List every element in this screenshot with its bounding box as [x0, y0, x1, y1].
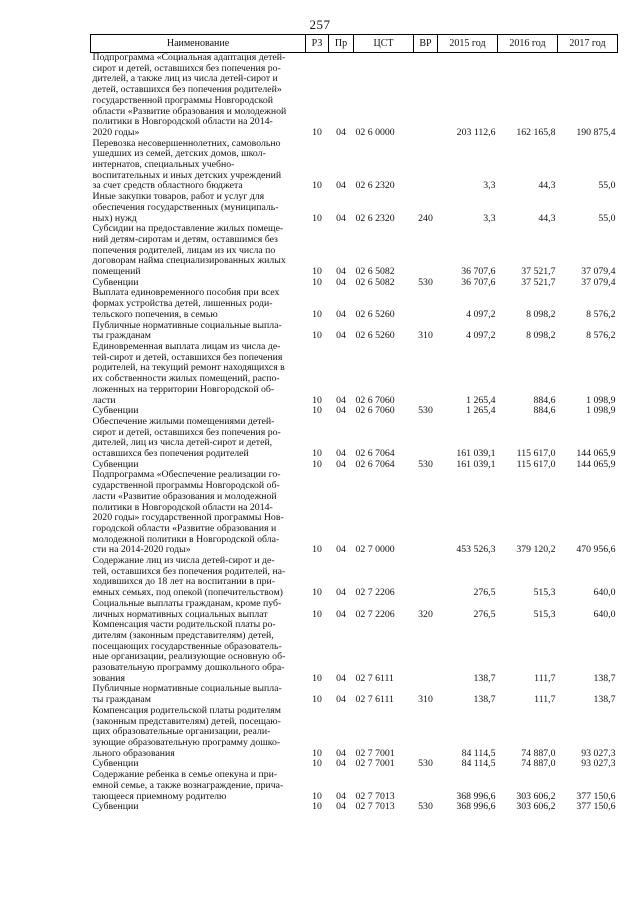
- amount-2015-cell: 368 996,6: [456, 801, 496, 813]
- row-name-line: ложенных на территории Новгородской об-: [92, 383, 275, 395]
- amount-2015-cell: 138,7: [473, 694, 496, 706]
- pr-cell: 04: [336, 266, 346, 278]
- vr-cell: [414, 224, 438, 278]
- row-name-line: тельского попечения, в семью: [92, 308, 218, 320]
- row-name-cell: [91, 802, 306, 813]
- row-name-line: Компенсация части родительской платы ро-: [92, 619, 276, 631]
- amount-2017-cell: 1 098,9: [586, 405, 616, 417]
- amount-2017-cell: 640,0: [593, 587, 616, 599]
- table-row: [91, 620, 618, 684]
- rz-cell: 10: [312, 405, 322, 417]
- amount-2015-cell: 36 707,6: [461, 276, 496, 288]
- rz-cell: 10: [312, 126, 322, 138]
- row-name-line: Содержание ребенка в семье опекуна и при-: [92, 769, 278, 781]
- row-name-line: разовательную программу дошкольного обра-: [92, 662, 285, 674]
- row-name-line: дителей, а также лиц из числа детей-сирот и: [92, 73, 278, 85]
- cst-code-cell: 02 7 2206: [355, 608, 395, 620]
- vr-cell: [414, 620, 438, 684]
- row-name-cell: [91, 321, 306, 342]
- amount-2016-cell: 74 887,0: [521, 758, 556, 770]
- amount-2015-cell: 161 039,1: [456, 458, 496, 470]
- cst-code-cell: 02 6 2320: [355, 212, 395, 224]
- cst-code-cell: 02 6 7064: [355, 448, 395, 460]
- row-name-cell: [91, 288, 306, 320]
- rz-cell: 10: [312, 448, 322, 460]
- amount-2015-cell: 84 114,5: [461, 747, 496, 759]
- table-row: [91, 770, 618, 802]
- row-name-cell: [91, 556, 306, 599]
- row-name-line: Социальные выплаты гражданам, кроме пуб-: [92, 597, 282, 609]
- row-name-line: Субвенции: [92, 276, 139, 288]
- amount-2016-cell: 884,6: [533, 405, 556, 417]
- amount-2016-cell: 74 887,0: [521, 747, 556, 759]
- amount-2017-cell: 144 065,9: [576, 458, 616, 470]
- row-name-line: помещений: [92, 266, 141, 278]
- pr-cell: 04: [336, 330, 346, 342]
- row-name-cell: [91, 770, 306, 802]
- row-name-line: молодежной политики в Новгородской обла-: [92, 533, 280, 545]
- row-name-line: Содержание лиц из числа детей-сирот и де-: [92, 555, 275, 567]
- pr-cell: 04: [336, 458, 346, 470]
- column-header-pr: Пр: [329, 35, 354, 53]
- row-name-line: обеспечения государственных (муниципаль-: [92, 201, 279, 213]
- table-row: [91, 556, 618, 599]
- cst-code-cell: 02 6 2320: [355, 180, 395, 192]
- rz-cell: 10: [312, 212, 322, 224]
- amount-2017-cell: 8 576,2: [586, 330, 616, 342]
- row-name-line: зования: [92, 672, 126, 684]
- rz-cell: 10: [312, 801, 322, 813]
- row-name-line: Иные закупки товаров, работ и услуг для: [92, 191, 265, 203]
- cst-code-cell: 02 7 7013: [355, 790, 395, 802]
- rz-cell: 10: [312, 266, 322, 278]
- row-name-line: зующие образовательную программу дошко-: [92, 737, 281, 748]
- amount-2017-cell: 377 150,6: [576, 801, 616, 813]
- row-name-line: ты гражданам: [92, 330, 151, 342]
- pr-cell: 04: [336, 747, 346, 759]
- cst-code-cell: 02 7 6111: [355, 672, 394, 684]
- row-name-line: интернатов, специальных учебно-: [92, 159, 235, 171]
- row-name-line: за счет средств областного бюджета: [92, 180, 243, 192]
- rz-cell: 10: [312, 180, 322, 192]
- vr-cell: [414, 139, 438, 193]
- column-header-cst: ЦСТ: [354, 35, 414, 53]
- row-name-line: 2020 годы» государственной программы Нов-: [92, 512, 284, 524]
- column-header-2017: 2017 год: [558, 35, 618, 53]
- cst-code-cell: 02 6 7060: [355, 394, 395, 406]
- table-row: [91, 706, 618, 760]
- row-name-line: Выплата единовременного пособия при всех: [92, 287, 280, 299]
- row-name-cell: [91, 417, 306, 460]
- pr-cell: 04: [336, 212, 346, 224]
- cst-code-cell: 02 6 7064: [355, 458, 395, 470]
- row-name-line: области «Развитие образования и молодежной: [92, 105, 287, 117]
- row-name-line: Субсидии на предоставление жилых помеще-: [92, 223, 284, 235]
- column-header-2016: 2016 год: [498, 35, 558, 53]
- amount-2016-cell: 111,7: [534, 694, 556, 706]
- row-name-line: емной семье, а также вознаграждение, прича-: [92, 779, 284, 791]
- column-header-name: Наименование: [91, 35, 306, 53]
- cst-code-cell: 02 7 6111: [355, 694, 394, 706]
- amount-2015-cell: 1 265,4: [466, 405, 496, 417]
- amount-2016-cell: 379 120,2: [516, 544, 556, 556]
- amount-2015-cell: 161 039,1: [456, 448, 496, 460]
- row-name-line: ные организации, реализующие основную об-: [92, 651, 286, 663]
- vr-cell: 530: [418, 276, 433, 288]
- amount-2016-cell: 8 098,2: [526, 308, 556, 320]
- amount-2017-cell: 640,0: [593, 608, 616, 620]
- vr-cell: [414, 706, 438, 760]
- vr-cell: 320: [418, 608, 433, 620]
- pr-cell: 04: [336, 790, 346, 802]
- amount-2015-cell: 4 097,2: [466, 308, 496, 320]
- row-name-line: дителей, лиц из числа детей-сирот и детей,: [92, 437, 273, 449]
- rz-cell: 10: [312, 694, 322, 706]
- row-name-line: Единовременная выплата лицам из числа де-: [92, 340, 281, 352]
- vr-cell: [414, 770, 438, 802]
- amount-2017-cell: 1 098,9: [586, 394, 616, 406]
- table-row: [91, 417, 618, 460]
- amount-2016-cell: 115 617,0: [516, 458, 556, 470]
- amount-2016-cell: 303 606,2: [516, 790, 556, 802]
- row-name-line: Подпрограмма «Социальная адаптация детей-: [92, 52, 286, 63]
- amount-2015-cell: 84 114,5: [461, 758, 496, 770]
- cst-code-cell: 02 7 0000: [355, 544, 395, 556]
- pr-cell: 04: [336, 448, 346, 460]
- row-name-line: Публичные нормативные социальные выпла-: [92, 683, 282, 695]
- pr-cell: 04: [336, 694, 346, 706]
- row-name-cell: [91, 139, 306, 193]
- row-name-line: тей-сирот и детей, оставшихся без попечения: [92, 351, 283, 363]
- pr-cell: 04: [336, 801, 346, 813]
- cst-code-cell: 02 7 2206: [355, 587, 395, 599]
- table-row: [91, 684, 618, 705]
- row-name-line: посещающих государственные образователь-: [92, 640, 282, 652]
- table-header-row: [91, 35, 618, 53]
- table-row: [91, 470, 618, 556]
- column-header-rz: РЗ: [306, 35, 329, 53]
- rz-cell: 10: [312, 758, 322, 770]
- cst-code-cell: 02 6 0000: [355, 126, 395, 138]
- amount-2015-cell: 203 112,6: [456, 126, 496, 138]
- rz-cell: 10: [312, 276, 322, 288]
- amount-2017-cell: 8 576,2: [586, 308, 616, 320]
- cst-code-cell: 02 6 5082: [355, 266, 395, 278]
- row-name-line: Перевозка несовершеннолетних, самовольно: [92, 137, 281, 149]
- table-row: [91, 599, 618, 620]
- row-name-line: льного образования: [92, 747, 175, 759]
- row-name-cell: [91, 599, 306, 620]
- amount-2016-cell: 115 617,0: [516, 448, 556, 460]
- cst-code-cell: 02 6 5260: [355, 308, 395, 320]
- cst-code-cell: 02 6 5082: [355, 276, 395, 288]
- amount-2016-cell: 515,3: [533, 608, 556, 620]
- rz-cell: 10: [312, 747, 322, 759]
- amount-2015-cell: 276,5: [473, 608, 496, 620]
- row-name-line: емных семьях, под опекой (попечительством): [92, 587, 283, 599]
- amount-2016-cell: 37 521,7: [521, 276, 556, 288]
- pr-cell: 04: [336, 608, 346, 620]
- amount-2015-cell: 3,3: [483, 180, 496, 192]
- row-name-line: щих образовательные организации, реали-: [92, 726, 271, 738]
- row-name-line: Обеспечение жилыми помещениями детей-: [92, 415, 275, 427]
- row-name-line: детей, оставшихся без попечения родителей»: [92, 84, 282, 96]
- page-number: 257: [309, 17, 331, 32]
- row-name-line: (законным представителям) детей, посещаю-: [92, 715, 281, 727]
- amount-2016-cell: 44,3: [538, 180, 556, 192]
- rz-cell: 10: [312, 394, 322, 406]
- row-name-line: попечения родителей, лицам из их числа по: [92, 244, 276, 256]
- row-name-line: ушедших из семей, детских домов, школ-: [92, 148, 266, 160]
- pr-cell: 04: [336, 587, 346, 599]
- row-name-line: тающееся приемному родителю: [92, 790, 227, 802]
- amount-2016-cell: 515,3: [533, 587, 556, 599]
- vr-cell: [414, 470, 438, 556]
- amount-2015-cell: 1 265,4: [466, 394, 496, 406]
- amount-2017-cell: 138,7: [593, 694, 616, 706]
- pr-cell: 04: [336, 180, 346, 192]
- vr-cell: [414, 53, 438, 139]
- row-name-line: политики в Новгородской области на 2014-: [92, 116, 273, 128]
- amount-2017-cell: 377 150,6: [576, 790, 616, 802]
- row-name-line: родителей, на текущий ремонт находящихся в: [92, 362, 285, 374]
- amount-2016-cell: 37 521,7: [521, 266, 556, 278]
- pr-cell: 04: [336, 758, 346, 770]
- cst-code-cell: 02 6 7060: [355, 405, 395, 417]
- rz-cell: 10: [312, 672, 322, 684]
- vr-cell: 530: [418, 801, 433, 813]
- row-name-cell: [91, 192, 306, 224]
- amount-2015-cell: 4 097,2: [466, 330, 496, 342]
- row-name-line: Компенсация родительской платы родителям: [92, 704, 281, 716]
- amount-2015-cell: 453 526,3: [456, 544, 496, 556]
- budget-table: [90, 34, 618, 813]
- row-name-line: Публичные нормативные социальные выпла-: [92, 319, 282, 331]
- row-name-line: Субвенции: [92, 458, 139, 470]
- row-name-line: воспитательных и иных детских учреждений: [92, 169, 282, 181]
- vr-cell: 530: [418, 758, 433, 770]
- rz-cell: 10: [312, 790, 322, 802]
- row-name-line: ходившихся до 18 лет на воспитании в при-: [92, 576, 275, 588]
- amount-2017-cell: 93 027,3: [581, 747, 616, 759]
- row-name-line: Субвенции: [92, 758, 139, 770]
- amount-2017-cell: 190 875,4: [576, 126, 616, 138]
- row-name-line: сирот и детей, оставшихся без попечения ро-: [92, 62, 281, 74]
- column-header-vr: ВР: [414, 35, 438, 53]
- rz-cell: 10: [312, 608, 322, 620]
- pr-cell: 04: [336, 405, 346, 417]
- vr-cell: [414, 342, 438, 406]
- row-name-cell: [91, 706, 306, 760]
- vr-cell: [414, 556, 438, 599]
- amount-2017-cell: 37 079,4: [581, 276, 616, 288]
- amount-2017-cell: 55,0: [598, 212, 616, 224]
- vr-cell: 530: [418, 458, 433, 470]
- row-name-line: тей, оставшихся без попечения родителей, на-: [92, 565, 286, 577]
- table-row: [91, 321, 618, 342]
- row-name-line: договорам найма специализированных жилых: [92, 255, 286, 267]
- row-name-cell: [91, 224, 306, 278]
- row-name-line: сти на 2014-2020 годы»: [92, 544, 191, 556]
- pr-cell: 04: [336, 544, 346, 556]
- vr-cell: 310: [418, 330, 433, 342]
- row-name-line: ний детям-сиротам и детям, оставшимся без: [92, 233, 278, 245]
- amount-2017-cell: 144 065,9: [576, 448, 616, 460]
- amount-2015-cell: 368 996,6: [456, 790, 496, 802]
- amount-2016-cell: 884,6: [533, 394, 556, 406]
- row-name-line: Субвенции: [92, 405, 139, 417]
- vr-cell: [414, 417, 438, 460]
- pr-cell: 04: [336, 126, 346, 138]
- amount-2017-cell: 138,7: [593, 672, 616, 684]
- cst-code-cell: 02 6 5260: [355, 330, 395, 342]
- row-name-cell: [91, 470, 306, 556]
- row-name-line: Подпрограмма «Обеспечение реализации го-: [92, 469, 281, 481]
- row-name-cell: [91, 620, 306, 684]
- amount-2015-cell: 3,3: [483, 212, 496, 224]
- row-name-cell: [91, 342, 306, 406]
- vr-cell: 530: [418, 405, 433, 417]
- table-row: [91, 802, 618, 813]
- table-row: [91, 139, 618, 193]
- row-name-line: политики в Новгородской области на 2014-: [92, 501, 273, 513]
- vr-cell: 310: [418, 694, 433, 706]
- table-row: [91, 224, 618, 278]
- amount-2017-cell: 93 027,3: [581, 758, 616, 770]
- amount-2016-cell: 111,7: [534, 672, 556, 684]
- pr-cell: 04: [336, 672, 346, 684]
- table-row: [91, 192, 618, 224]
- row-name-line: городской области «Развитие образования и: [92, 522, 277, 534]
- row-name-line: сударственной программы Новгородской об-: [92, 480, 280, 492]
- row-name-line: ласти: [92, 394, 116, 406]
- amount-2016-cell: 8 098,2: [526, 330, 556, 342]
- amount-2017-cell: 37 079,4: [581, 266, 616, 278]
- amount-2015-cell: 276,5: [473, 587, 496, 599]
- row-name-line: ты гражданам: [92, 694, 151, 706]
- amount-2015-cell: 36 707,6: [461, 266, 496, 278]
- table-row: [91, 53, 618, 139]
- amount-2017-cell: 470 956,6: [576, 544, 616, 556]
- row-name-line: ных) нужд: [92, 212, 137, 224]
- amount-2016-cell: 303 606,2: [516, 801, 556, 813]
- amount-2016-cell: 44,3: [538, 212, 556, 224]
- row-name-line: ласти «Развитие образования и молодежной: [92, 490, 277, 502]
- rz-cell: 10: [312, 587, 322, 599]
- pr-cell: 04: [336, 276, 346, 288]
- amount-2016-cell: 162 165,8: [516, 126, 556, 138]
- row-name-line: их собственности жилых помещений, распо-: [92, 373, 280, 385]
- table-body: [91, 53, 618, 813]
- row-name-line: дителям (законным представителям) детей,: [92, 629, 274, 641]
- rz-cell: 10: [312, 544, 322, 556]
- row-name-cell: [91, 53, 306, 139]
- rz-cell: 10: [312, 330, 322, 342]
- row-name-line: личных нормативных социальных выплат: [92, 608, 268, 620]
- row-name-line: оставшихся без попечения родителей: [92, 448, 249, 460]
- table-row: [91, 342, 618, 406]
- amount-2017-cell: 55,0: [598, 180, 616, 192]
- row-name-line: сирот и детей, оставшихся без попечения ро-: [92, 426, 281, 438]
- vr-cell: [414, 288, 438, 320]
- row-name-line: формах устройства детей, лишенных роди-: [92, 298, 273, 310]
- pr-cell: 04: [336, 308, 346, 320]
- column-header-2015: 2015 год: [438, 35, 498, 53]
- vr-cell: 240: [418, 212, 433, 224]
- cst-code-cell: 02 7 7001: [355, 758, 395, 770]
- row-name-line: государственной программы Новгородской: [92, 94, 274, 106]
- cst-code-cell: 02 7 7001: [355, 747, 395, 759]
- pr-cell: 04: [336, 394, 346, 406]
- row-name-line: Субвенции: [92, 801, 139, 813]
- row-name-line: 2020 годы»: [92, 126, 140, 138]
- table-row: [91, 288, 618, 320]
- cst-code-cell: 02 7 7013: [355, 801, 395, 813]
- amount-2015-cell: 138,7: [473, 672, 496, 684]
- rz-cell: 10: [312, 458, 322, 470]
- row-name-cell: [91, 684, 306, 705]
- rz-cell: 10: [312, 308, 322, 320]
